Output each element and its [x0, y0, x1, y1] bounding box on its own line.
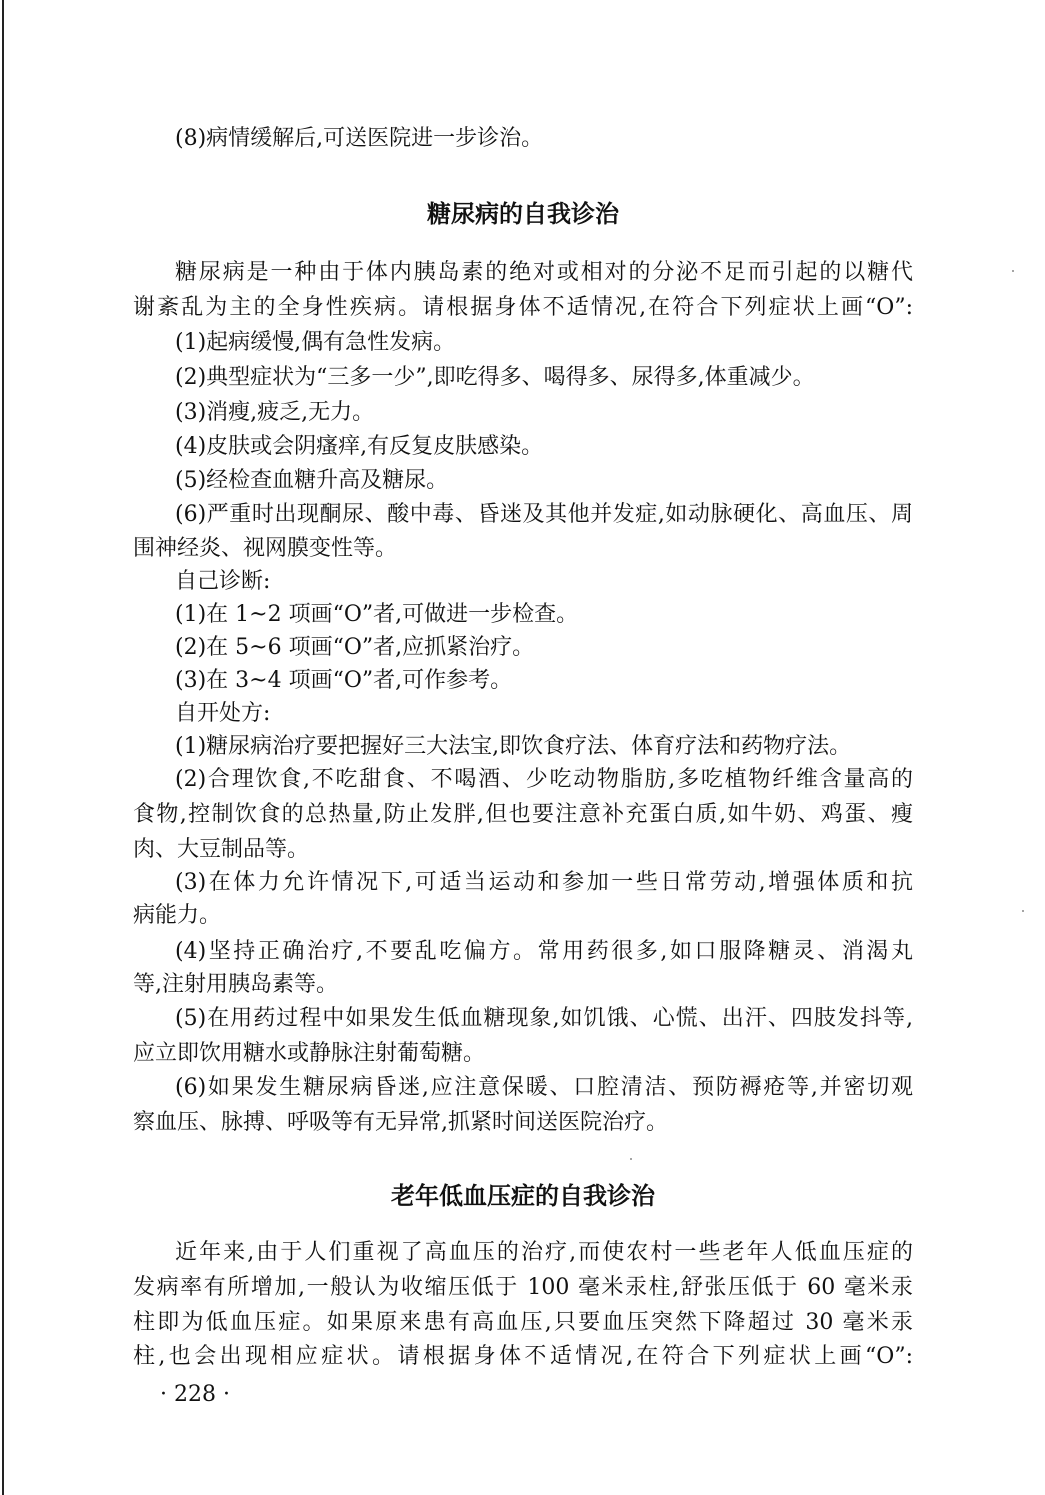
scan-speck	[1022, 910, 1024, 912]
paragraph-line: 发病率有所增加,一般认为收缩压低于 100 毫米汞柱,舒张压低于 60 毫米汞	[133, 1275, 913, 1300]
paragraph-line: (1)起病缓慢,偶有急性发病。	[175, 330, 456, 355]
section-title-diabetes: 糖尿病的自我诊治	[427, 200, 619, 228]
section-title-hypotension: 老年低血压症的自我诊治	[391, 1182, 655, 1210]
paragraph-line: 谢紊乱为主的全身性疾病。请根据身体不适情况,在符合下列症状上画“O”:	[133, 295, 913, 320]
paragraph-line: (6)严重时出现酮尿、酸中毒、昏迷及其他并发症,如动脉硬化、高血压、周	[175, 502, 913, 527]
paragraph-line: 糖尿病是一种由于体内胰岛素的绝对或相对的分泌不足而引起的以糖代	[175, 260, 913, 285]
paragraph-line: (6)如果发生糖尿病昏迷,应注意保暖、口腔清洁、预防褥疮等,并密切观	[175, 1075, 913, 1100]
paragraph-line: (2)合理饮食,不吃甜食、不喝酒、少吃动物脂肪,多吃植物纤维含量高的	[175, 767, 913, 792]
paragraph-line: 柱,也会出现相应症状。请根据身体不适情况,在符合下列症状上画“O”:	[133, 1344, 913, 1369]
page-edge-line	[2, 0, 4, 1495]
paragraph-line: (3)在 3~4 项画“O”者,可作参考。	[175, 668, 513, 693]
paragraph-line: 自己诊断:	[175, 569, 271, 594]
paragraph-line: 围神经炎、视网膜变性等。	[133, 536, 398, 561]
paragraph-line: (5)在用药过程中如果发生低血糖现象,如饥饿、心慌、出汗、四肢发抖等,	[175, 1006, 913, 1031]
paragraph-line: (2)典型症状为“三多一少”,即吃得多、喝得多、尿得多,体重减少。	[175, 365, 815, 390]
paragraph-line: (2)在 5~6 项画“O”者,应抓紧治疗。	[175, 635, 535, 660]
paragraph-line: 近年来,由于人们重视了高血压的治疗,而使农村一些老年人低血压症的	[175, 1240, 913, 1265]
paragraph-line: 肉、大豆制品等。	[133, 837, 310, 862]
page-number: · 228 ·	[160, 1382, 230, 1407]
paragraph-line: 等,注射用胰岛素等。	[133, 972, 338, 997]
scan-speck	[630, 1158, 632, 1160]
paragraph-line: (5)经检查血糖升高及糖尿。	[175, 468, 449, 493]
paragraph-line: (1)在 1~2 项画“O”者,可做进一步检查。	[175, 602, 579, 627]
paragraph-line: (3)在体力允许情况下,可适当运动和参加一些日常劳动,增强体质和抗	[175, 870, 913, 895]
paragraph-line: 食物,控制饮食的总热量,防止发胖,但也要注意补充蛋白质,如牛奶、鸡蛋、瘦	[133, 802, 913, 827]
paragraph-line: 柱即为低血压症。如果原来患有高血压,只要血压突然下降超过 30 毫米汞	[133, 1310, 913, 1335]
paragraph-line: 病能力。	[133, 903, 222, 928]
scan-speck	[1012, 270, 1014, 272]
paragraph-line: 察血压、脉搏、呼吸等有无异常,抓紧时间送医院治疗。	[133, 1110, 668, 1135]
paragraph-line: 应立即饮用糖水或静脉注射葡萄糖。	[133, 1041, 486, 1066]
paragraph-line: (1)糖尿病治疗要把握好三大法宝,即饮食疗法、体育疗法和药物疗法。	[175, 734, 852, 759]
paragraph-line: (4)坚持正确治疗,不要乱吃偏方。常用药很多,如口服降糖灵、消渴丸	[175, 939, 913, 964]
paragraph-line: 自开处方:	[175, 701, 271, 726]
intro-line: (8)病情缓解后,可送医院进一步诊治。	[175, 126, 544, 151]
paragraph-line: (3)消瘦,疲乏,无力。	[175, 400, 375, 425]
paragraph-line: (4)皮肤或会阴瘙痒,有反复皮肤感染。	[175, 434, 544, 459]
